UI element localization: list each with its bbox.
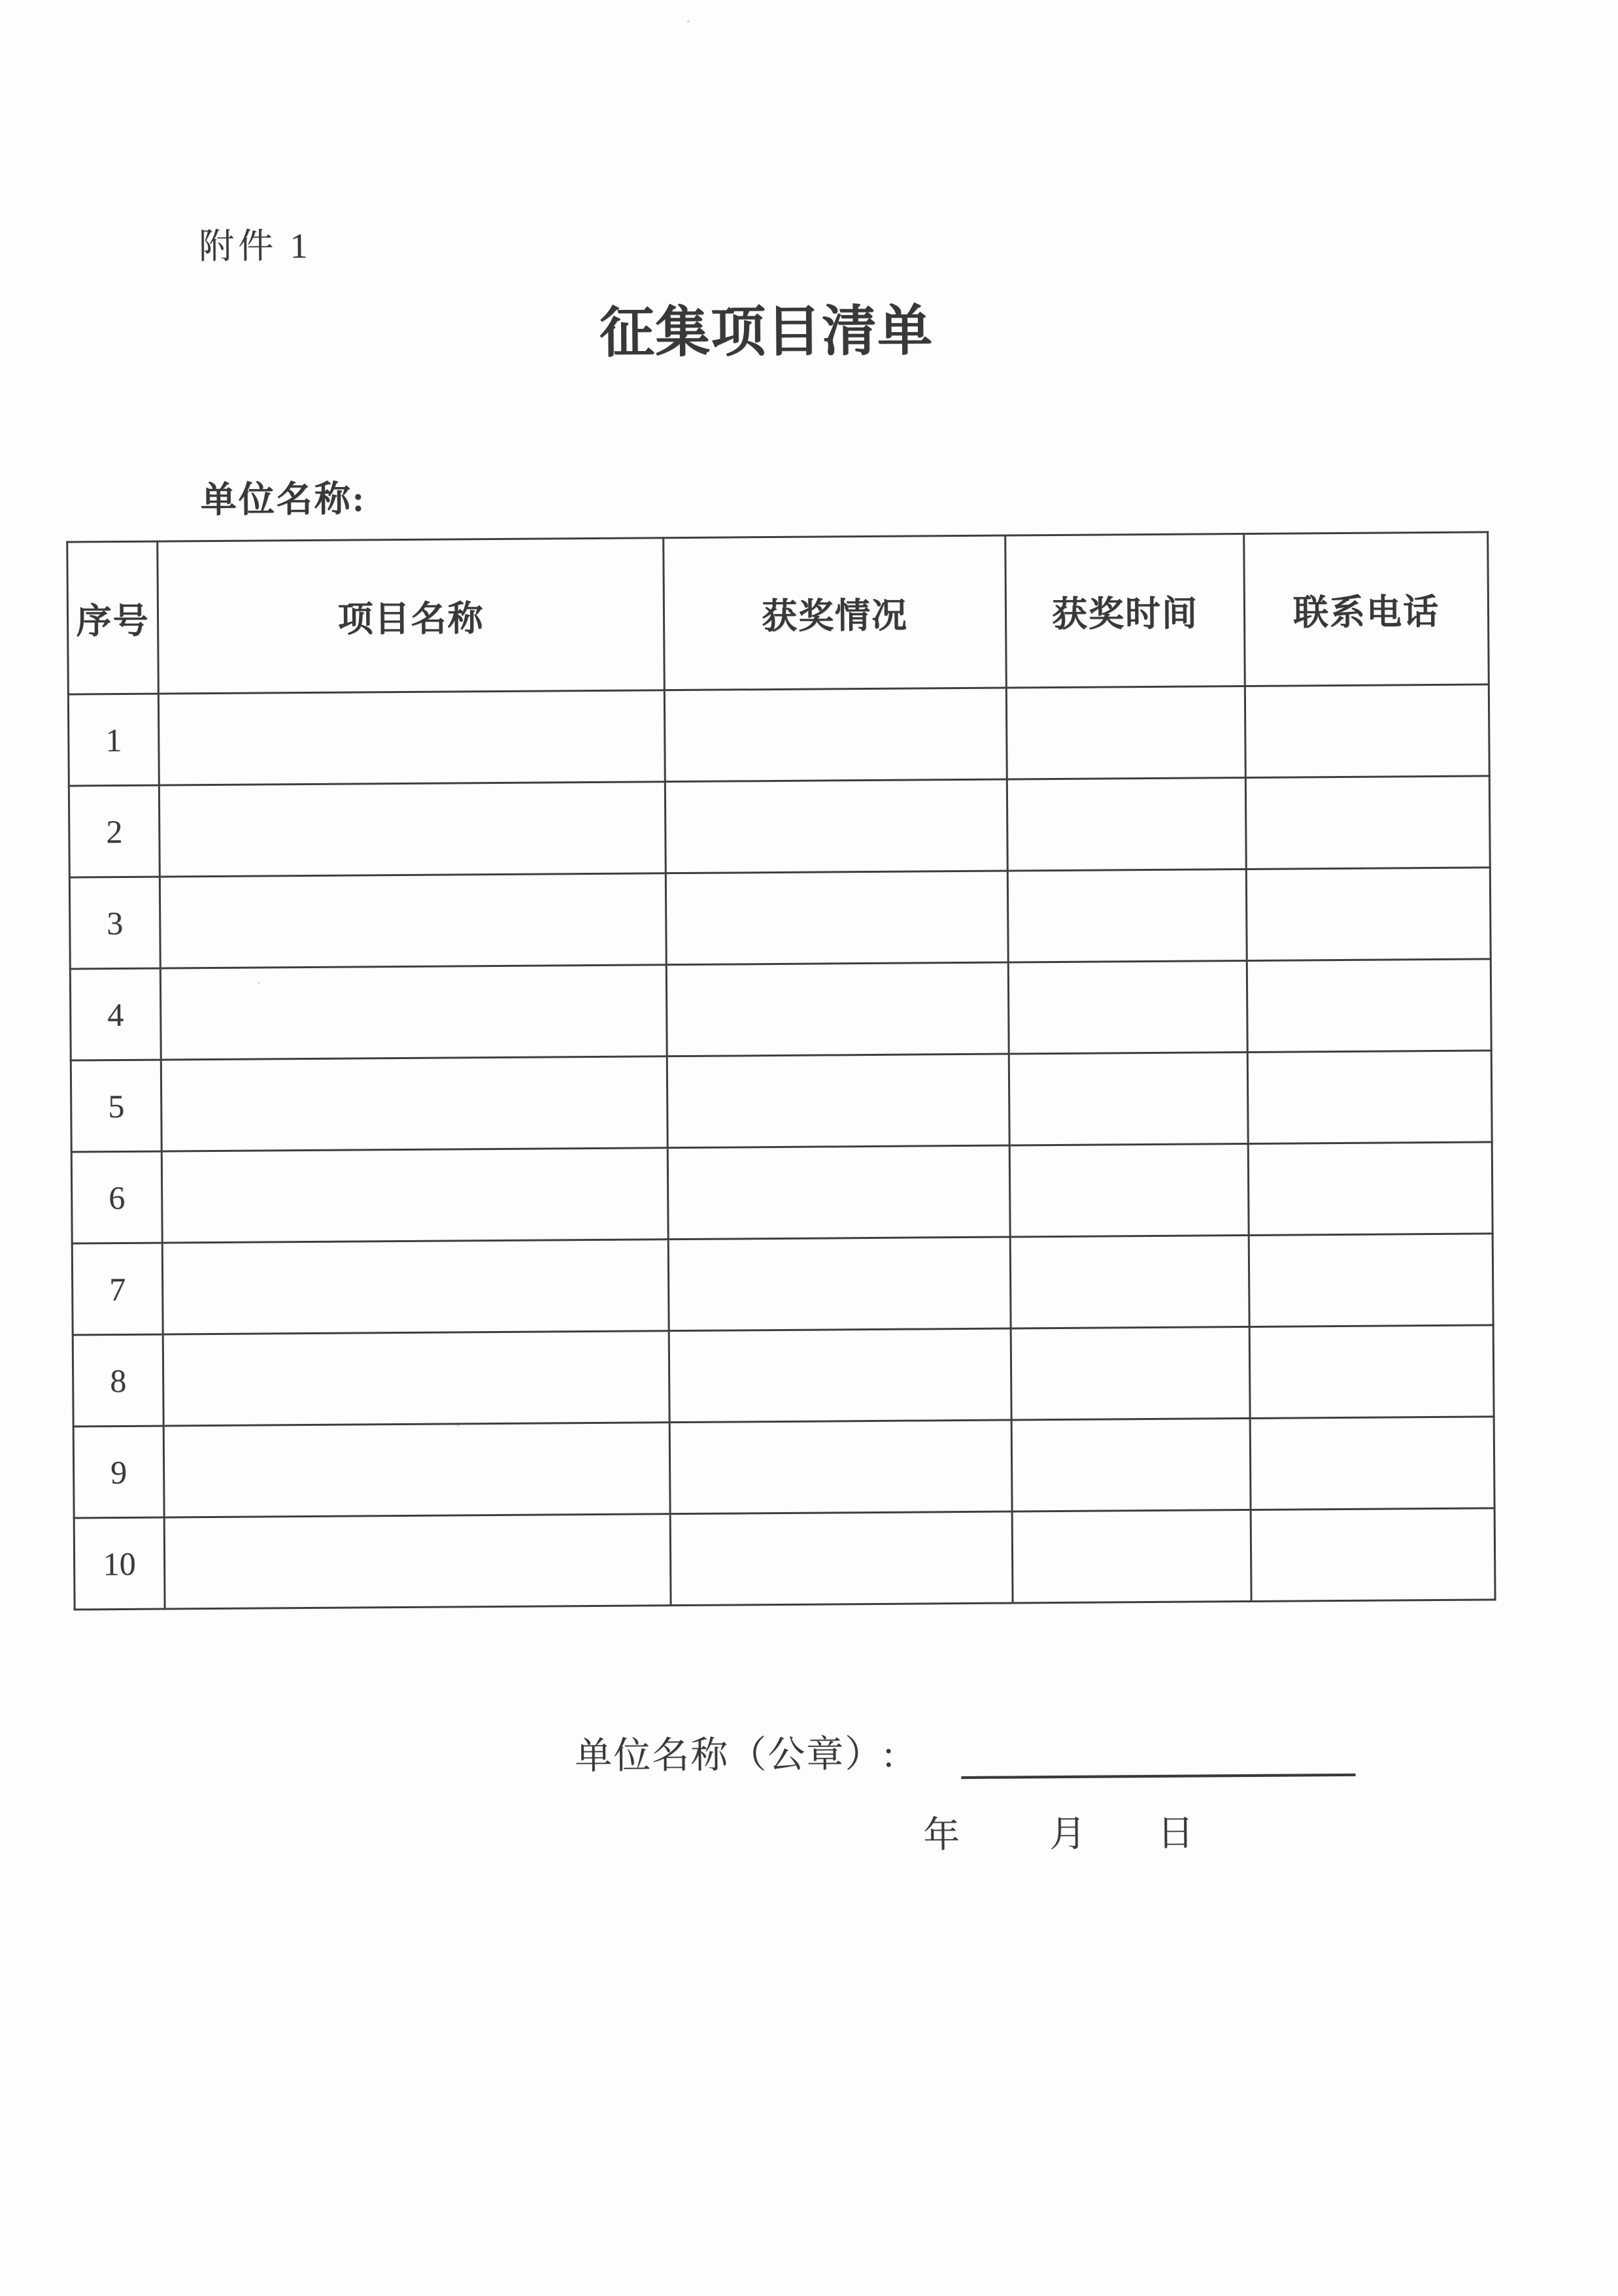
award-status-cell xyxy=(665,779,1007,873)
award-time-cell xyxy=(1011,1326,1250,1420)
table-row xyxy=(69,868,1491,969)
date-month-label: 月 xyxy=(1049,1814,1087,1855)
header-cell-contact-phone: 联系电话 xyxy=(1244,532,1489,686)
contact-phone-cell xyxy=(1245,776,1490,869)
contact-phone-cell xyxy=(1247,1051,1492,1144)
contact-phone-cell xyxy=(1250,1417,1494,1510)
award-status-cell xyxy=(666,871,1008,965)
row-number-cell: 9 xyxy=(73,1426,164,1518)
date-day-label: 日 xyxy=(1156,1813,1194,1854)
page-title: 征集项目清单 xyxy=(599,301,934,364)
header-cell-award-time: 获奖时间 xyxy=(1005,534,1245,688)
contact-phone-cell xyxy=(1251,1508,1495,1602)
table-row xyxy=(71,1142,1492,1243)
award-status-cell xyxy=(664,688,1007,782)
table-row xyxy=(69,776,1490,877)
contact-phone-cell xyxy=(1246,868,1491,961)
row-number-cell: 3 xyxy=(69,877,160,969)
project-name-cell xyxy=(159,782,666,877)
award-status-cell xyxy=(667,1054,1009,1148)
attachment-note: 附件 1 xyxy=(198,226,312,267)
award-time-cell xyxy=(1010,1235,1249,1328)
award-time-cell xyxy=(1007,869,1247,962)
seal-label: 单位名称（公章）: xyxy=(575,1733,896,1778)
award-time-cell xyxy=(1011,1418,1251,1511)
table-row xyxy=(73,1325,1494,1427)
scan-speck xyxy=(687,20,690,23)
project-name-cell xyxy=(163,1423,670,1517)
scan-speck xyxy=(457,1425,460,1427)
award-time-cell xyxy=(1007,777,1246,871)
table-row xyxy=(72,1234,1493,1335)
date-year-label: 年 xyxy=(922,1815,960,1856)
award-time-cell xyxy=(1009,1052,1248,1145)
header-cell-award-status: 获奖情况 xyxy=(664,535,1007,690)
projects-table xyxy=(66,531,1496,1610)
project-name-cell xyxy=(162,1240,669,1334)
project-name-cell xyxy=(163,1331,669,1426)
award-status-cell xyxy=(669,1328,1011,1423)
row-number-cell: 8 xyxy=(73,1334,163,1427)
project-name-cell xyxy=(161,1056,667,1151)
award-time-cell xyxy=(1006,686,1245,779)
table-row xyxy=(70,959,1491,1060)
row-number-cell: 1 xyxy=(68,694,159,786)
table-row xyxy=(73,1417,1494,1518)
contact-phone-cell xyxy=(1248,1142,1492,1236)
table-header-row xyxy=(67,532,1489,694)
row-number-cell: 2 xyxy=(69,785,160,877)
table-row xyxy=(68,684,1489,786)
row-number-cell: 4 xyxy=(70,968,161,1060)
award-status-cell xyxy=(669,1420,1012,1514)
row-number-cell: 5 xyxy=(71,1060,161,1152)
project-name-cell xyxy=(160,873,666,968)
table-row xyxy=(71,1051,1492,1152)
contact-phone-cell xyxy=(1245,684,1489,778)
unit-name-label: 单位名称: xyxy=(200,479,367,520)
row-number-cell: 7 xyxy=(72,1243,163,1335)
award-status-cell xyxy=(667,1145,1010,1240)
signature-underline xyxy=(961,1774,1355,1779)
header-cell-serial-number: 序号 xyxy=(67,541,159,694)
award-status-cell xyxy=(666,962,1009,1056)
project-name-cell xyxy=(164,1514,671,1609)
award-time-cell xyxy=(1012,1510,1251,1603)
date-line xyxy=(923,1804,1194,1859)
row-number-cell: 6 xyxy=(71,1151,162,1243)
scan-speck xyxy=(258,982,260,985)
table-row xyxy=(74,1508,1495,1610)
award-time-cell xyxy=(1009,1143,1249,1237)
contact-phone-cell xyxy=(1249,1234,1493,1327)
award-time-cell xyxy=(1008,960,1247,1054)
header-cell-project-name: 项目名称 xyxy=(158,538,665,694)
award-status-cell xyxy=(670,1511,1013,1606)
project-name-cell xyxy=(160,965,667,1060)
award-status-cell xyxy=(668,1237,1011,1331)
row-number-cell: 10 xyxy=(74,1517,165,1610)
contact-phone-cell xyxy=(1249,1325,1494,1419)
project-name-cell xyxy=(158,690,665,785)
project-name-cell xyxy=(161,1148,668,1243)
contact-phone-cell xyxy=(1247,959,1491,1053)
